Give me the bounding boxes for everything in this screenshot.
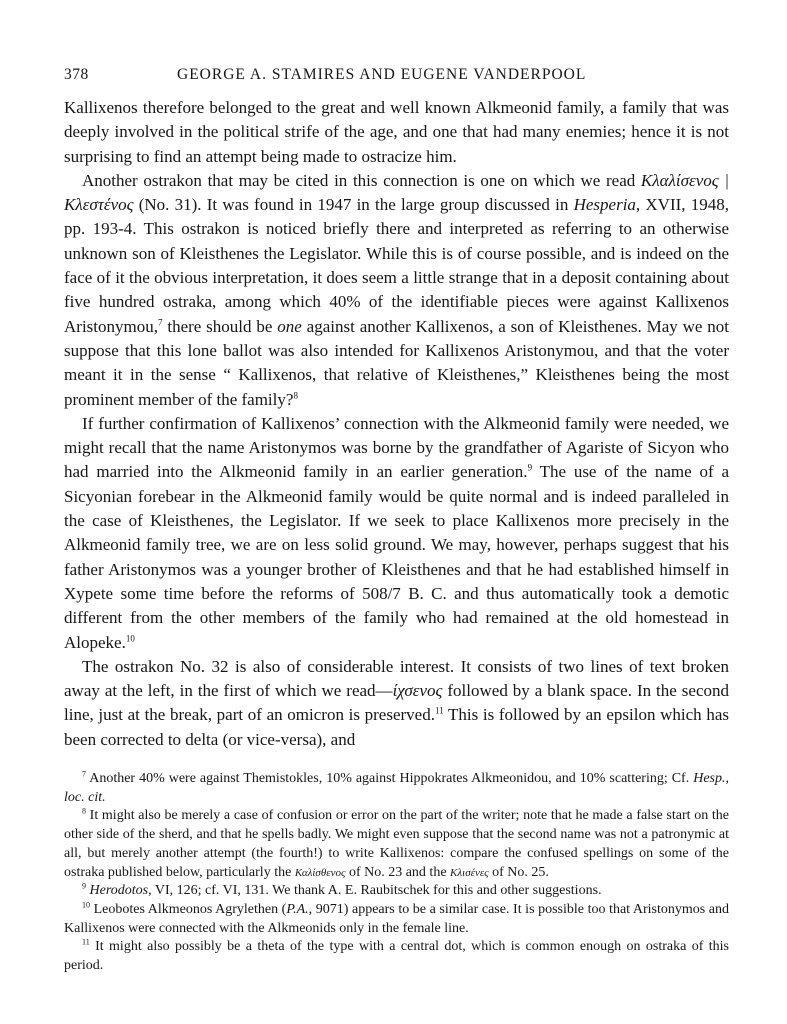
footnote-10: $^{10}$ Leobotes Alkmeonos Agrylethen (P.A., 9071) appears to be a similar case. It is possible too that Aristonymos and Kallixenos were connected with the Alkmeonids only in the female line.	[64, 900, 730, 936]
running-header	[64, 66, 729, 86]
main-text	[64, 96, 729, 752]
emphasis-one: one	[277, 316, 302, 336]
journal-title: Hesperia	[573, 195, 636, 215]
footnote-ref-7[interactable]: 7	[157, 317, 163, 328]
footnote-ref-8[interactable]: 8	[293, 389, 298, 400]
paragraph-3: If further confirmation of Kallixenos’ connection with the Alkmeonid family were needed, we might recall that the name Aristonymos was borne by the grandfather of Agariste of Sicyon who had married into the Alkmeonid family in an earlier generation.$^9$ The use of the name of a Sicyonian forebear in the Alkmeonid family would be quite normal and is indeed paralleled in the case of Kleisthenes, the Legislator. If we seek to place Kallixenos more precisely in the Alkmeonid family tree, we are on less solid ground. We may, however, perhaps suggest that his father Aristonymos was a younger brother of Kleisthenes and that he had established himself in Xypete some time before the reforms of 508/7 B. C. and thus automatically took a demotic different from the other members of the family who had remained at the old homestead in Alopeke.$^{10}$	[64, 413, 730, 652]
page-number: 378	[64, 66, 89, 83]
footnote-ref-11[interactable]: 11	[434, 705, 444, 716]
greek-inscription: ίχσενος	[392, 681, 443, 701]
running-title: GEORGE A. STAMIRES AND EUGENE VANDERPOOL	[177, 66, 587, 83]
footnote-ref-10[interactable]: 10	[125, 632, 135, 643]
greek-word: Κλισένες	[450, 866, 489, 879]
greek-inscription: Κλαλίσενος | Κλεστένος	[64, 170, 729, 215]
footnote-7: $^7$ Another 40% were against Themistokles, 10% against Hippokrates Alkmeonidou, and 10% scattering; Cf. Hesp., loc. cit.	[64, 769, 729, 805]
footnote-8: $^8$ It might also be merely a case of confusion or error on the part of the writer; note that he made a false start on the other side of the sherd, and that he spells badly. We might even suppose that the second name was not a patronymic at all, but merely another attempt (the fourth!) to write Kallixenos: compare the confused spellings on some of the ostraka published below, particularly the Καλίσθενος of No. 23 and the Κλισένες of No. 25.	[64, 806, 729, 880]
paragraph-1: Kallixenos therefore belonged to the great and well known Alkmeonid family, a family that was deeply involved in the political strife of the age, and one that had many enemies; hence it is not surprising to find an attempt being made to ostracize him.	[64, 98, 729, 166]
greek-word: Καλίσθενος	[294, 866, 346, 879]
footnote-9: $^9$ Herodotos, VI, 126; cf. VI, 131. We thank A. E. Raubitschek for this and other suggestions.	[82, 881, 602, 899]
paragraph-2: Another ostrakon that may be cited in this connection is one on which we read Κλαλίσενος | Κλεστένος (No. 31). It was found in 1947 in the large group discussed in Hesperia, XVII, 1948, pp. 193-4. This ostrakon is noticed briefly there and interpreted as referring to an otherwise unknown son of Kleisthenes the Legislator. While this is of course possible, and is indeed on the face of it the obvious interpretation, it does seem a little strange that in a deposit containing about five hundred ostraka, among which 40% of the identifiable pieces were against Kallixenos Aristonymou,$^7$ there should be one against another Kallixenos, a son of Kleisthenes. May we not suppose that this lone ballot was also intended for Kallixenos Aristonymou, and that the voter meant it in the sense “ Kallixenos, that relative of Kleisthenes,” Kleisthenes being the most prominent member of the family?$^8$	[64, 170, 730, 409]
paragraph-4: The ostrakon No. 32 is also of considerable interest. It consists of two lines of text broken away at the left, in the first of which we read—ίχσενος followed by a blank space. In the second line, just at the break, part of an omicron is preserved.$^{11}$ This is followed by an epsilon which has been corrected to delta (or vice-versa), and	[64, 656, 729, 749]
footnote-ref-9[interactable]: 9	[527, 462, 533, 473]
footnotes	[64, 770, 729, 976]
footnote-11: $^{11}$ It might also possibly be a theta of the type with a central dot, which is common enough on ostraka of this period.	[64, 937, 729, 974]
